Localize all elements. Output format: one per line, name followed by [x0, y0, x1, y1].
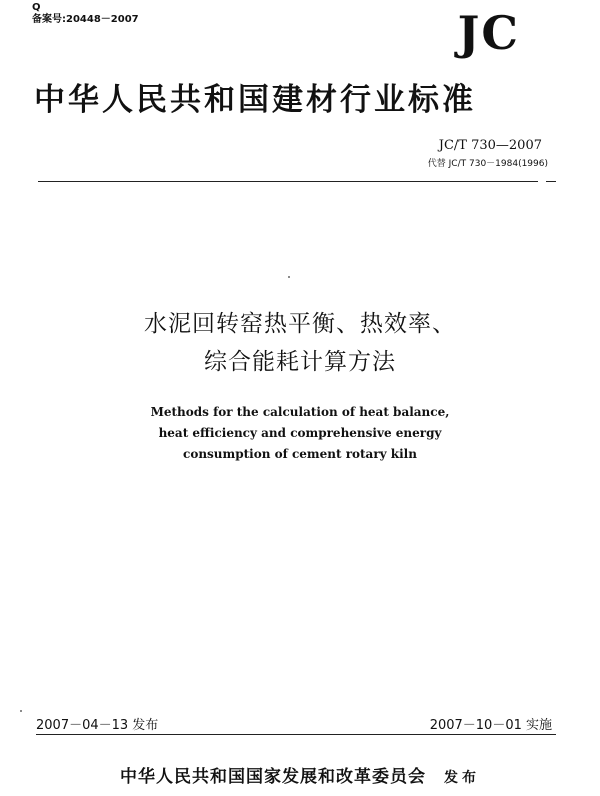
issuing-authority [0, 762, 600, 787]
publish-label: 发布 [444, 770, 480, 786]
record-number: 备案号:20448－2007 [32, 14, 139, 25]
footer-divider [36, 734, 556, 735]
title-en-line-1: Methods for the calculation of heat balance, [150, 405, 450, 419]
standard-number: JC/T 730—2007 [438, 138, 542, 153]
implementation-date: 2007－10－01 实施 [429, 718, 552, 733]
title-en-line-3: consumption of cement rotary kiln [183, 447, 417, 461]
replaces-standard: 代替 JC/T 730－1984(1996) [427, 159, 548, 169]
title-en-line-2: heat efficiency and comprehensive energy [158, 426, 442, 440]
header-divider [38, 181, 538, 182]
issuer-name: 中华人民共和国国家发展和改革委员会 [120, 767, 426, 787]
title-cn-line-1: 水泥回转窑热平衡、热效率、 [144, 311, 456, 337]
issue-date: 2007－04－13 发布 [36, 718, 159, 733]
scan-speck [20, 710, 22, 712]
standard-brand-logo: JC [457, 6, 520, 60]
ics-code: Q [32, 2, 41, 13]
title-cn-line-2: 综合能耗计算方法 [204, 349, 396, 375]
header-divider-tail [546, 181, 556, 182]
scan-speck [288, 276, 290, 278]
standard-category-title: 中华人民共和国建材行业标准 [34, 82, 476, 118]
